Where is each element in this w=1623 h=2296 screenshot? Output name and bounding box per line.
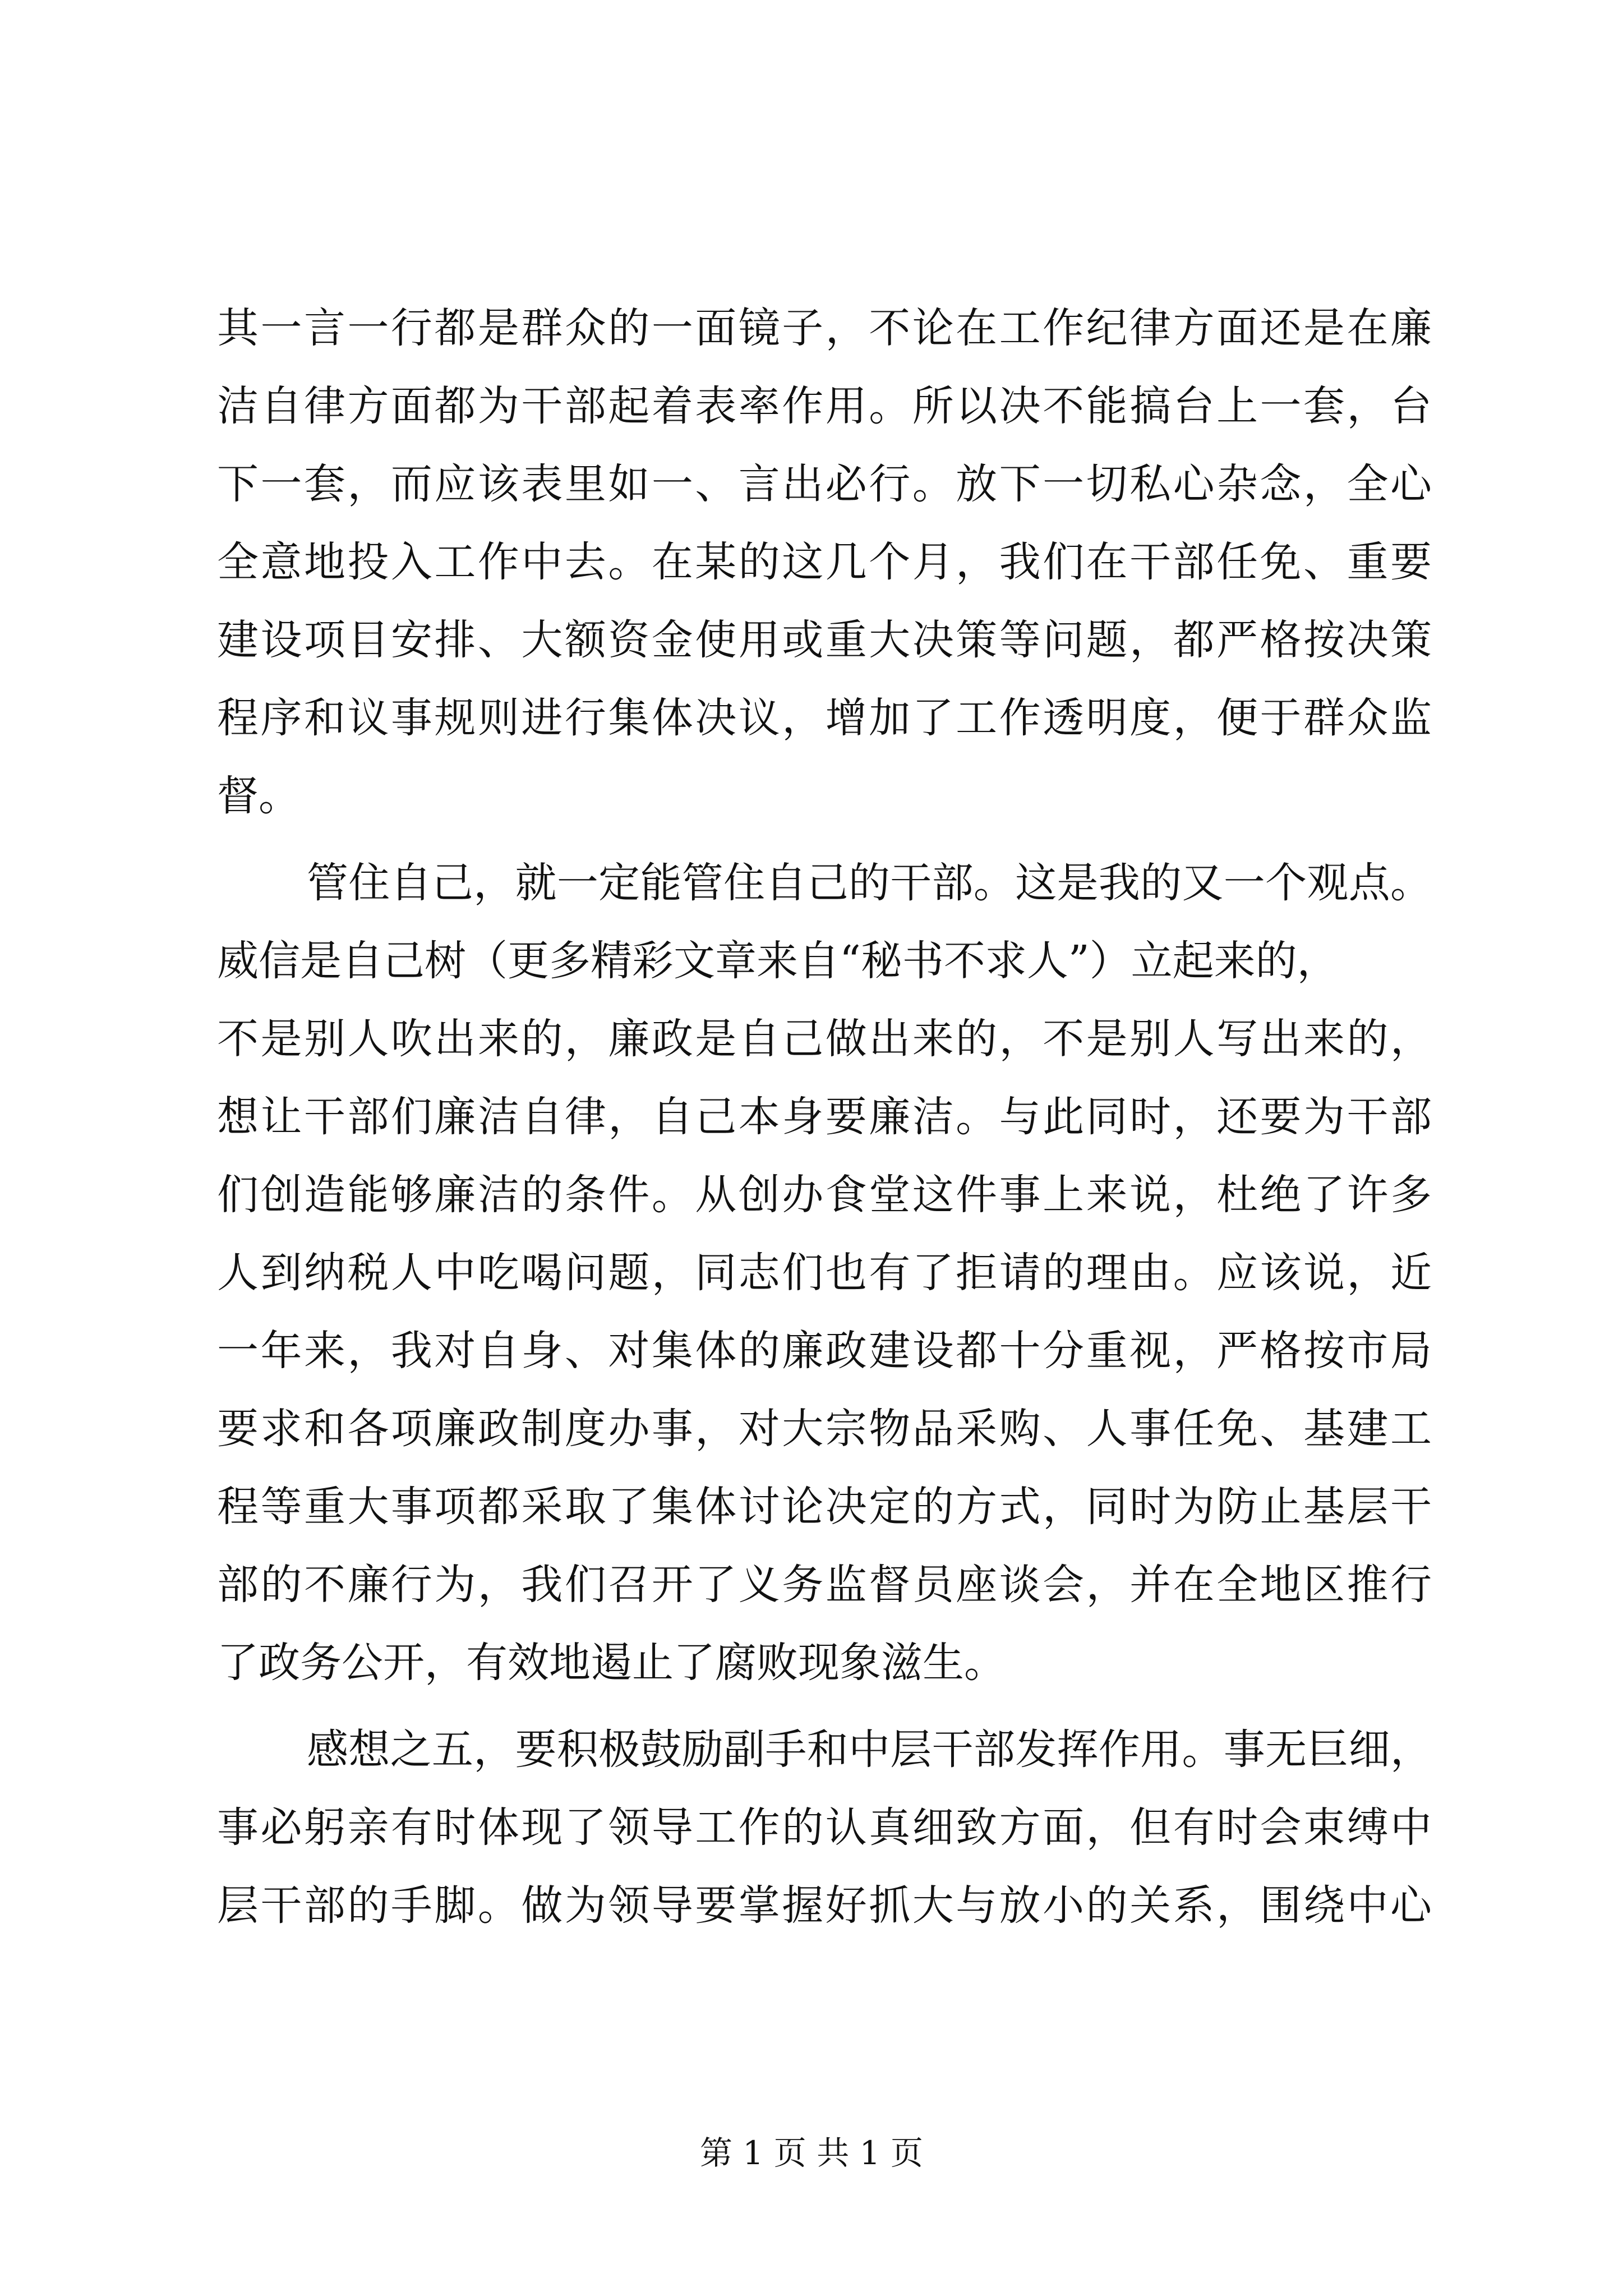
paragraph-line: 人到纳税人中吃喝问题，同志们也有了拒请的理由。应该说，近 [217, 1249, 1432, 1297]
paragraph-line: 层干部的手脚。做为领导要掌握好抓大与放小的关系，围绕中心 [217, 1881, 1432, 1930]
paragraph-line: 威信是自己树（更多精彩文章来自“秘书不求人”）立起来的， [217, 937, 1339, 985]
paragraph-line: 建设项目安排、大额资金使用或重大决策等问题，都严格按决策 [217, 616, 1432, 664]
paragraph-line: 想让干部们廉洁自律，自己本身要廉洁。与此同时，还要为干部 [217, 1093, 1432, 1141]
paragraph-line: 要求和各项廉政制度办事，对大宗物品采购、人事任免、基建工 [217, 1405, 1432, 1453]
paragraph-2 [217, 844, 1432, 1702]
paragraph-line: 管住自己，就一定能管住自己的干部。这是我的又一个观点。 [307, 859, 1432, 907]
paragraph-line: 部的不廉行为，我们召开了义务监督员座谈会，并在全地区推行 [217, 1561, 1432, 1609]
paragraph-line: 程序和议事规则进行集体决议，增加了工作透明度，便于群众监 [217, 694, 1432, 742]
page-footer: 第 1 页 共 1 页 [700, 2134, 923, 2172]
document-body [217, 289, 1432, 1945]
paragraph-line: 一年来，我对自身、对集体的廉政建设都十分重视，严格按市局 [217, 1327, 1432, 1375]
paragraph-1 [217, 289, 1432, 835]
paragraph-gap [217, 1702, 1432, 1711]
paragraph-line: 下一套，而应该表里如一、言出必行。放下一切私心杂念，全心 [217, 460, 1432, 508]
paragraph-line: 程等重大事项都采取了集体讨论决定的方式，同时为防止基层干 [217, 1483, 1432, 1531]
paragraph-line: 其一言一行都是群众的一面镜子，不论在工作纪律方面还是在廉 [217, 304, 1432, 352]
paragraph-line: 全意地投入工作中去。在某的这几个月，我们在干部任免、重要 [217, 538, 1432, 586]
paragraph-gap [217, 835, 1432, 844]
paragraph-line: 了政务公开，有效地遏止了腐败现象滋生。 [217, 1639, 1006, 1687]
paragraph-line: 洁自律方面都为干部起着表率作用。所以决不能搞台上一套，台 [217, 382, 1432, 430]
paragraph-line: 不是别人吹出来的，廉政是自己做出来的，不是别人写出来的， [217, 1015, 1432, 1063]
paragraph-line: 事必躬亲有时体现了领导工作的认真细致方面，但有时会束缚中 [217, 1803, 1432, 1852]
paragraph-3 [217, 1711, 1432, 1945]
paragraph-line: 们创造能够廉洁的条件。从创办食堂这件事上来说，杜绝了许多 [217, 1171, 1432, 1219]
paragraph-line: 督。 [217, 772, 300, 820]
paragraph-line: 感想之五，要积极鼓励副手和中层干部发挥作用。事无巨细， [307, 1726, 1432, 1774]
